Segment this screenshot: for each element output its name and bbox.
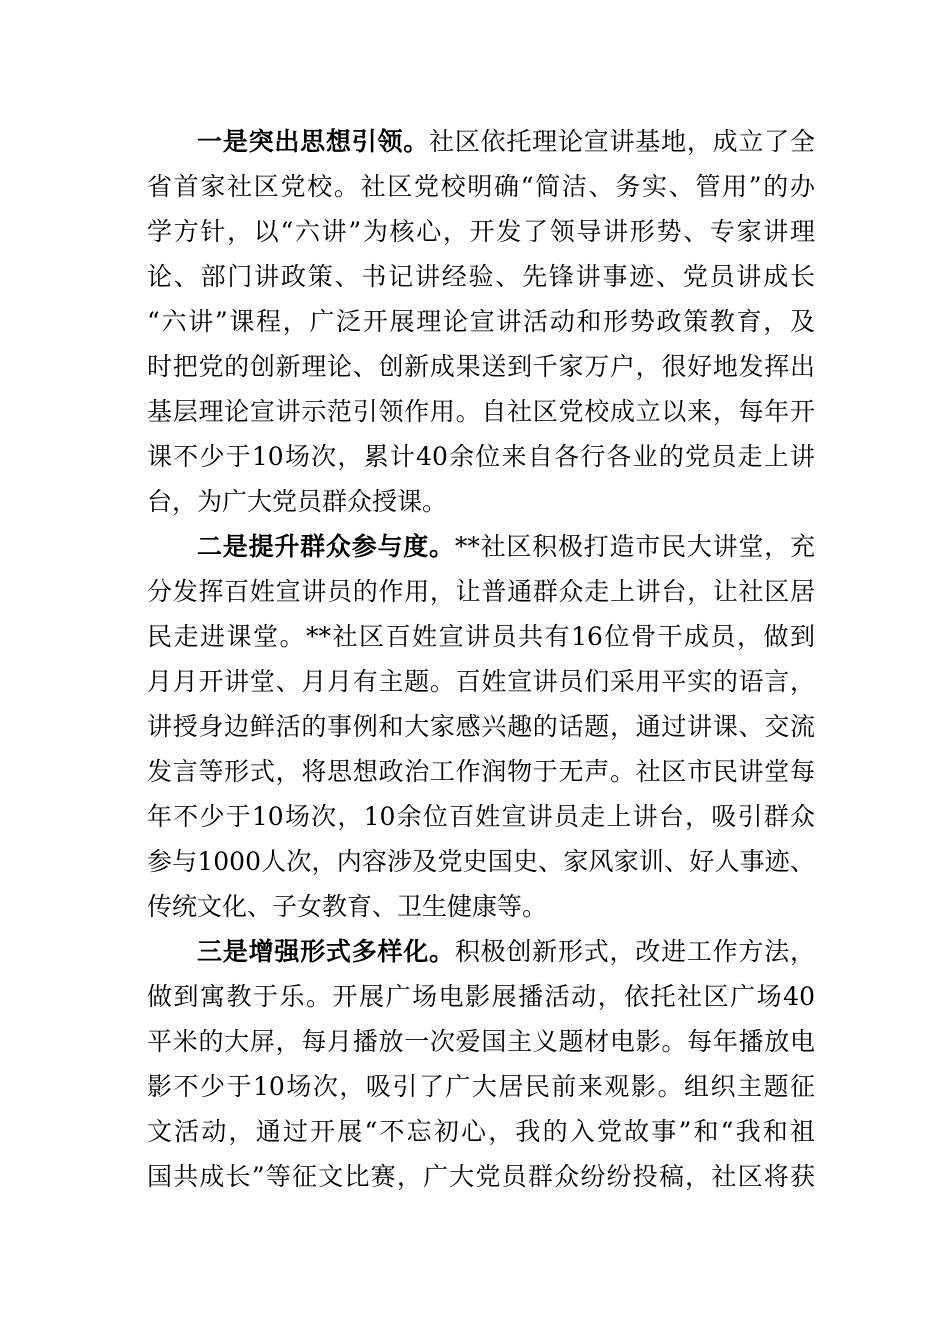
paragraph-line: 国共成长”等征文比赛，广大党员群众纷纷投稿，社区将获 xyxy=(147,1162,815,1191)
paragraph-line: 月月开讲堂、月月有主题。百姓宣讲员们采用平实的语言， xyxy=(147,667,815,696)
paragraph-line xyxy=(147,524,815,569)
paragraph-line: 做到寓教于乐。开展广场电影展播活动，依托社区广场40 xyxy=(147,982,815,1011)
paragraph-line: 影不少于10场次，吸引了广大居民前来观影。组织主题征 xyxy=(147,1072,815,1101)
paragraph-line: 学方针，以“六讲”为核心，开发了领导讲形势、专家讲理 xyxy=(147,217,815,246)
paragraph-line: 讲授身边鲜活的事例和大家感兴趣的话题，通过讲课、交流 xyxy=(147,712,815,741)
paragraph-text: **社区积极打造市民大讲堂，充 xyxy=(454,532,815,561)
paragraph-line: 课不少于10场次，累计40余位来自各行各业的党员走上讲 xyxy=(147,442,815,471)
paragraph-line xyxy=(147,119,815,164)
paragraph-text: 社区依托理论宣讲基地，成立了全 xyxy=(429,127,815,156)
paragraph-1 xyxy=(147,119,815,524)
paragraph-line: 参与1000人次，内容涉及党史国史、家风家训、好人事迹、 xyxy=(147,847,815,876)
paragraph-line: 台，为广大党员群众授课。 xyxy=(147,487,448,516)
document-body xyxy=(147,119,815,1199)
paragraph-line: 论、部门讲政策、书记讲经验、先锋讲事迹、党员讲成长 xyxy=(147,262,815,291)
paragraph-lead-heading: 二是提升群众参与度。 xyxy=(197,532,455,561)
paragraph-line: 分发挥百姓宣讲员的作用，让普通群众走上讲台，让社区居 xyxy=(147,577,815,606)
paragraph-text: 积极创新形式，改进工作方法， xyxy=(454,937,815,966)
paragraph-line: 时把党的创新理论、创新成果送到千家万户，很好地发挥出 xyxy=(147,352,815,381)
paragraph-line: 民走进课堂。**社区百姓宣讲员共有16位骨干成员，做到 xyxy=(147,622,815,651)
paragraph-line xyxy=(147,929,815,974)
paragraph-lead-heading: 一是突出思想引领。 xyxy=(197,127,430,156)
paragraph-line: “六讲”课程，广泛开展理论宣讲活动和形势政策教育，及 xyxy=(147,307,815,336)
paragraph-3 xyxy=(147,929,815,1199)
paragraph-line: 文活动，通过开展“不忘初心，我的入党故事”和“我和祖 xyxy=(147,1117,815,1146)
paragraph-line: 发言等形式，将思想政治工作润物于无声。社区市民讲堂每 xyxy=(147,757,815,786)
paragraph-2 xyxy=(147,524,815,929)
paragraph-line: 基层理论宣讲示范引领作用。自社区党校成立以来，每年开 xyxy=(147,397,815,426)
paragraph-line: 年不少于10场次，10余位百姓宣讲员走上讲台，吸引群众 xyxy=(147,802,815,831)
paragraph-line: 平米的大屏，每月播放一次爱国主义题材电影。每年播放电 xyxy=(147,1027,815,1056)
paragraph-line: 省首家社区党校。社区党校明确“简洁、务实、管用”的办 xyxy=(147,172,815,201)
paragraph-line: 传统文化、子女教育、卫生健康等。 xyxy=(147,892,548,921)
paragraph-lead-heading: 三是增强形式多样化。 xyxy=(197,937,455,966)
